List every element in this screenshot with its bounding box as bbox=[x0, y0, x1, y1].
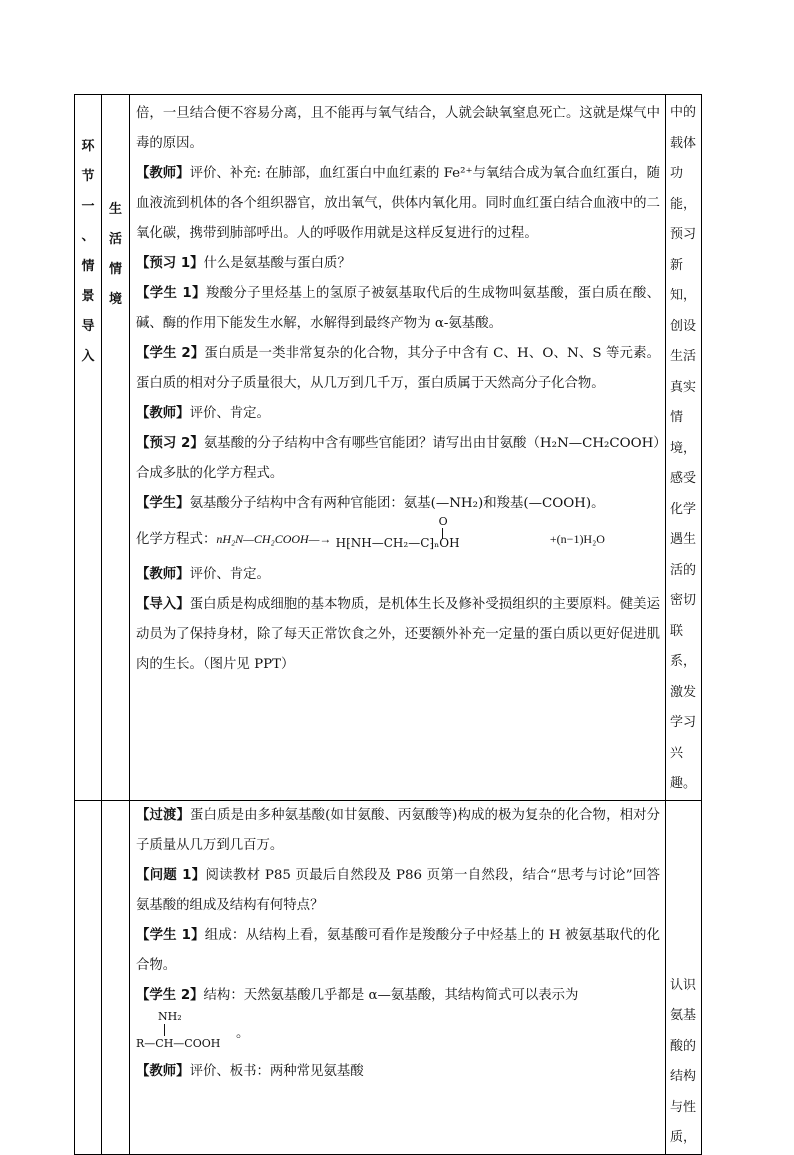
paragraph: 【教师】评价、板书：两种常见氨基酸 bbox=[136, 1063, 364, 1079]
table-row bbox=[75, 95, 702, 801]
paragraph: 【学生 2】结构：天然氨基酸几乎都是 α—氨基酸，其结构简式可以表示为 bbox=[136, 987, 579, 1003]
lesson-table bbox=[74, 94, 702, 1155]
tag-intro: 【导入】 bbox=[136, 597, 190, 612]
design-intent-text: 中的载体功能，预习新知，创设生活真实情境，感受化学遇生活的密切联系，激发学习兴趣。 bbox=[670, 105, 697, 791]
amino-acid-structure-line: NH₂ R—CH—COOH 。 bbox=[136, 1011, 660, 1057]
paragraph: 【教师】评价、肯定。 bbox=[136, 567, 270, 582]
equation-byproduct: +(n−1)H₂O bbox=[549, 532, 605, 546]
tag-preview-1: 【预习 1】 bbox=[136, 256, 204, 271]
tag-student: 【学生】 bbox=[136, 496, 190, 511]
design-intent-cell bbox=[666, 800, 702, 1154]
paragraph: 【教师】评价、补充: 在肺部，血红蛋白中血红素的 Fe²⁺与氧结合成为氧合血红蛋白，随血液流到机体的各个组织器官，放出氧气，供体内氧化用。同时血红蛋白结合血液中的二氧化碳，携带到肺部呼出。人的呼吸作用就是这样反复进行的过程。 bbox=[136, 166, 661, 241]
context-label: 生 活 情 境 bbox=[108, 202, 122, 307]
paragraph: 【预习 2】氨基酸的分子结构中含有哪些官能团？请写出由甘氨酸（H₂N—CH₂COOH）合成多肽的化学方程式。 bbox=[136, 436, 660, 481]
tag-transition: 【过渡】 bbox=[136, 807, 191, 823]
paragraph: 【学生 1】羧酸分子里烃基上的氢原子被氨基取代后的生成物叫氨基酸，蛋白质在酸、碱、酶的作用下能发生水解，水解得到最终产物为 α-氨基酸。 bbox=[136, 286, 660, 331]
paragraph: 【预习 1】什么是氨基酸与蛋白质？ bbox=[136, 256, 351, 271]
amino-acid-structure: NH₂ R—CH—COOH bbox=[136, 1009, 221, 1050]
tag-question-1: 【问题 1】 bbox=[136, 867, 206, 883]
tag-teacher: 【教师】 bbox=[136, 406, 190, 421]
activity-cell bbox=[130, 800, 666, 1154]
paragraph: 【教师】评价、肯定。 bbox=[136, 406, 270, 421]
section-label: 环 节 一 、 情 景 导 入 bbox=[81, 139, 95, 364]
context-cell bbox=[102, 95, 130, 801]
paragraph: 【过渡】蛋白质是由多种氨基酸(如甘氨酸、丙氨酸等)构成的极为复杂的化合物，相对分子质量从几万到几百万。 bbox=[136, 807, 660, 853]
tag-teacher: 【教师】 bbox=[136, 567, 190, 582]
paragraph: 【学生】氨基酸分子结构中含有两种官能团：氨基(—NH₂)和羧基(—COOH)。 bbox=[136, 496, 605, 511]
equation-reactant: nH₂N—CH₂COOH—→ bbox=[216, 532, 332, 546]
paragraph: 【问题 1】阅读教材 P85 页最后自然段及 P86 页第一自然段，结合“思考与讨论”回答氨基酸的组成及结构有何特点？ bbox=[136, 867, 660, 913]
polypeptide-structure: O H⁅NH—CH₂—C⁆ₙOH bbox=[335, 515, 460, 550]
tag-student-2: 【学生 2】 bbox=[136, 987, 204, 1003]
design-intent-cell bbox=[666, 95, 702, 801]
paragraph: 【导入】蛋白质是构成细胞的基本物质，是机体生长及修补受损组织的主要原料。健美运动员为了保持身材，除了每天正常饮食之外，还要额外补充一定量的蛋白质以更好促进肌肉的生长。（图片见 PPT） bbox=[136, 597, 660, 672]
paragraph: 【学生 1】组成：从结构上看，氨基酸可看作是羧酸分子中烃基上的 H 被氨基取代的化合物。 bbox=[136, 927, 660, 973]
activity-cell bbox=[130, 95, 666, 801]
section-cell bbox=[75, 800, 102, 1154]
equation-line: 化学方程式：nH₂N—CH₂COOH—→ O H⁅NH—CH₂—C⁆ₙOH +(n−1)H₂O bbox=[136, 519, 660, 560]
tag-preview-2: 【预习 2】 bbox=[136, 436, 204, 451]
context-cell bbox=[102, 800, 130, 1154]
paragraph: 倍，一旦结合便不容易分离，且不能再与氧气结合，人就会缺氧窒息死亡。这就是煤气中毒的原因。 bbox=[136, 106, 660, 151]
tag-teacher: 【教师】 bbox=[136, 1063, 190, 1079]
tag-student-2: 【学生 2】 bbox=[136, 346, 205, 361]
tag-student-1: 【学生 1】 bbox=[136, 927, 205, 943]
table-row bbox=[75, 800, 702, 1154]
design-intent-text: 认识氨基酸的结构与性质， bbox=[670, 977, 697, 1145]
tag-teacher: 【教师】 bbox=[136, 166, 190, 181]
section-cell bbox=[75, 95, 102, 801]
paragraph: 【学生 2】蛋白质是一类非常复杂的化合物，其分子中含有 C、H、O、N、S 等元素。蛋白质的相对分子质量很大，从几万到几千万，蛋白质属于天然高分子化合物。 bbox=[136, 346, 660, 391]
tag-student-1: 【学生 1】 bbox=[136, 286, 206, 301]
